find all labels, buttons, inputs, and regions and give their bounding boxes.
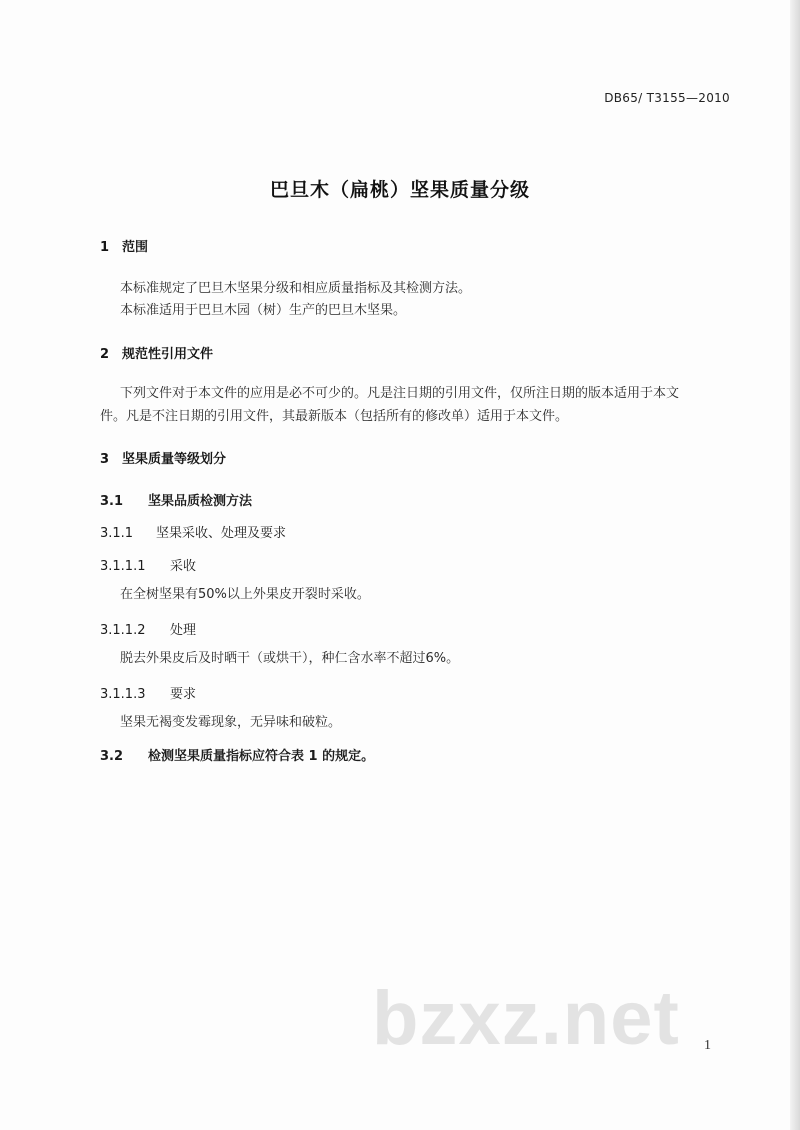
section-title: 坚果质量等级划分 [122, 452, 227, 467]
page-number: 1 [704, 1038, 711, 1053]
section-3-1-1-heading [100, 522, 286, 541]
section-number: 3.1.1.2 [100, 623, 146, 638]
section-3-heading [100, 448, 226, 467]
section-title: 坚果采收、处理及要求 [156, 526, 287, 541]
section-title: 检测坚果质量指标应符合表 1 的规定。 [148, 749, 375, 764]
section-number: 3.2 [100, 749, 124, 764]
section-3-1-heading [100, 490, 252, 509]
section-title: 要求 [170, 687, 197, 702]
section-1-heading [100, 236, 148, 255]
section-title: 处理 [170, 623, 197, 638]
page-edge-shadow [790, 0, 800, 1130]
section-1-paragraph-2: 本标准适用于巴旦木园（树）生产的巴旦木坚果。 [120, 303, 407, 318]
section-3-1-1-1-text: 在全树坚果有50%以上外果皮开裂时采收。 [120, 587, 370, 602]
section-3-1-1-2-text: 脱去外果皮后及时晒干（或烘干），种仁含水率不超过6%。 [120, 651, 460, 666]
section-3-1-1-1-heading [100, 555, 196, 574]
section-number: 3.1 [100, 494, 124, 509]
section-3-2-heading [100, 745, 374, 764]
section-number: 1 [100, 240, 110, 255]
section-number: 3.1.1.3 [100, 687, 146, 702]
watermark: bzxz.net [372, 976, 680, 1061]
section-2-heading [100, 343, 213, 362]
section-2-paragraph-line-1: 下列文件对于本文件的应用是必不可少的。凡是注日期的引用文件，仅所注日期的版本适用于本文 [120, 386, 680, 401]
section-2-paragraph-line-2: 件。凡是不注日期的引用文件，其最新版本（包括所有的修改单）适用于本文件。 [100, 409, 569, 424]
section-title: 规范性引用文件 [122, 347, 214, 362]
section-1-paragraph-1: 本标准规定了巴旦木坚果分级和相应质量指标及其检测方法。 [120, 281, 472, 296]
section-number: 3 [100, 452, 110, 467]
section-number: 2 [100, 347, 110, 362]
section-3-1-1-3-text: 坚果无褐变发霉现象，无异味和破粒。 [120, 715, 342, 730]
section-number: 3.1.1 [100, 526, 134, 541]
section-3-1-1-2-heading [100, 619, 196, 638]
standard-code: DB65/ T3155—2010 [604, 91, 730, 105]
section-number: 3.1.1.1 [100, 559, 146, 574]
section-3-1-1-3-heading [100, 683, 196, 702]
section-title: 采收 [170, 559, 197, 574]
section-title: 范围 [122, 240, 149, 255]
section-title: 坚果品质检测方法 [148, 494, 253, 509]
document-title: 巴旦木（扁桃）坚果质量分级 [269, 179, 530, 201]
